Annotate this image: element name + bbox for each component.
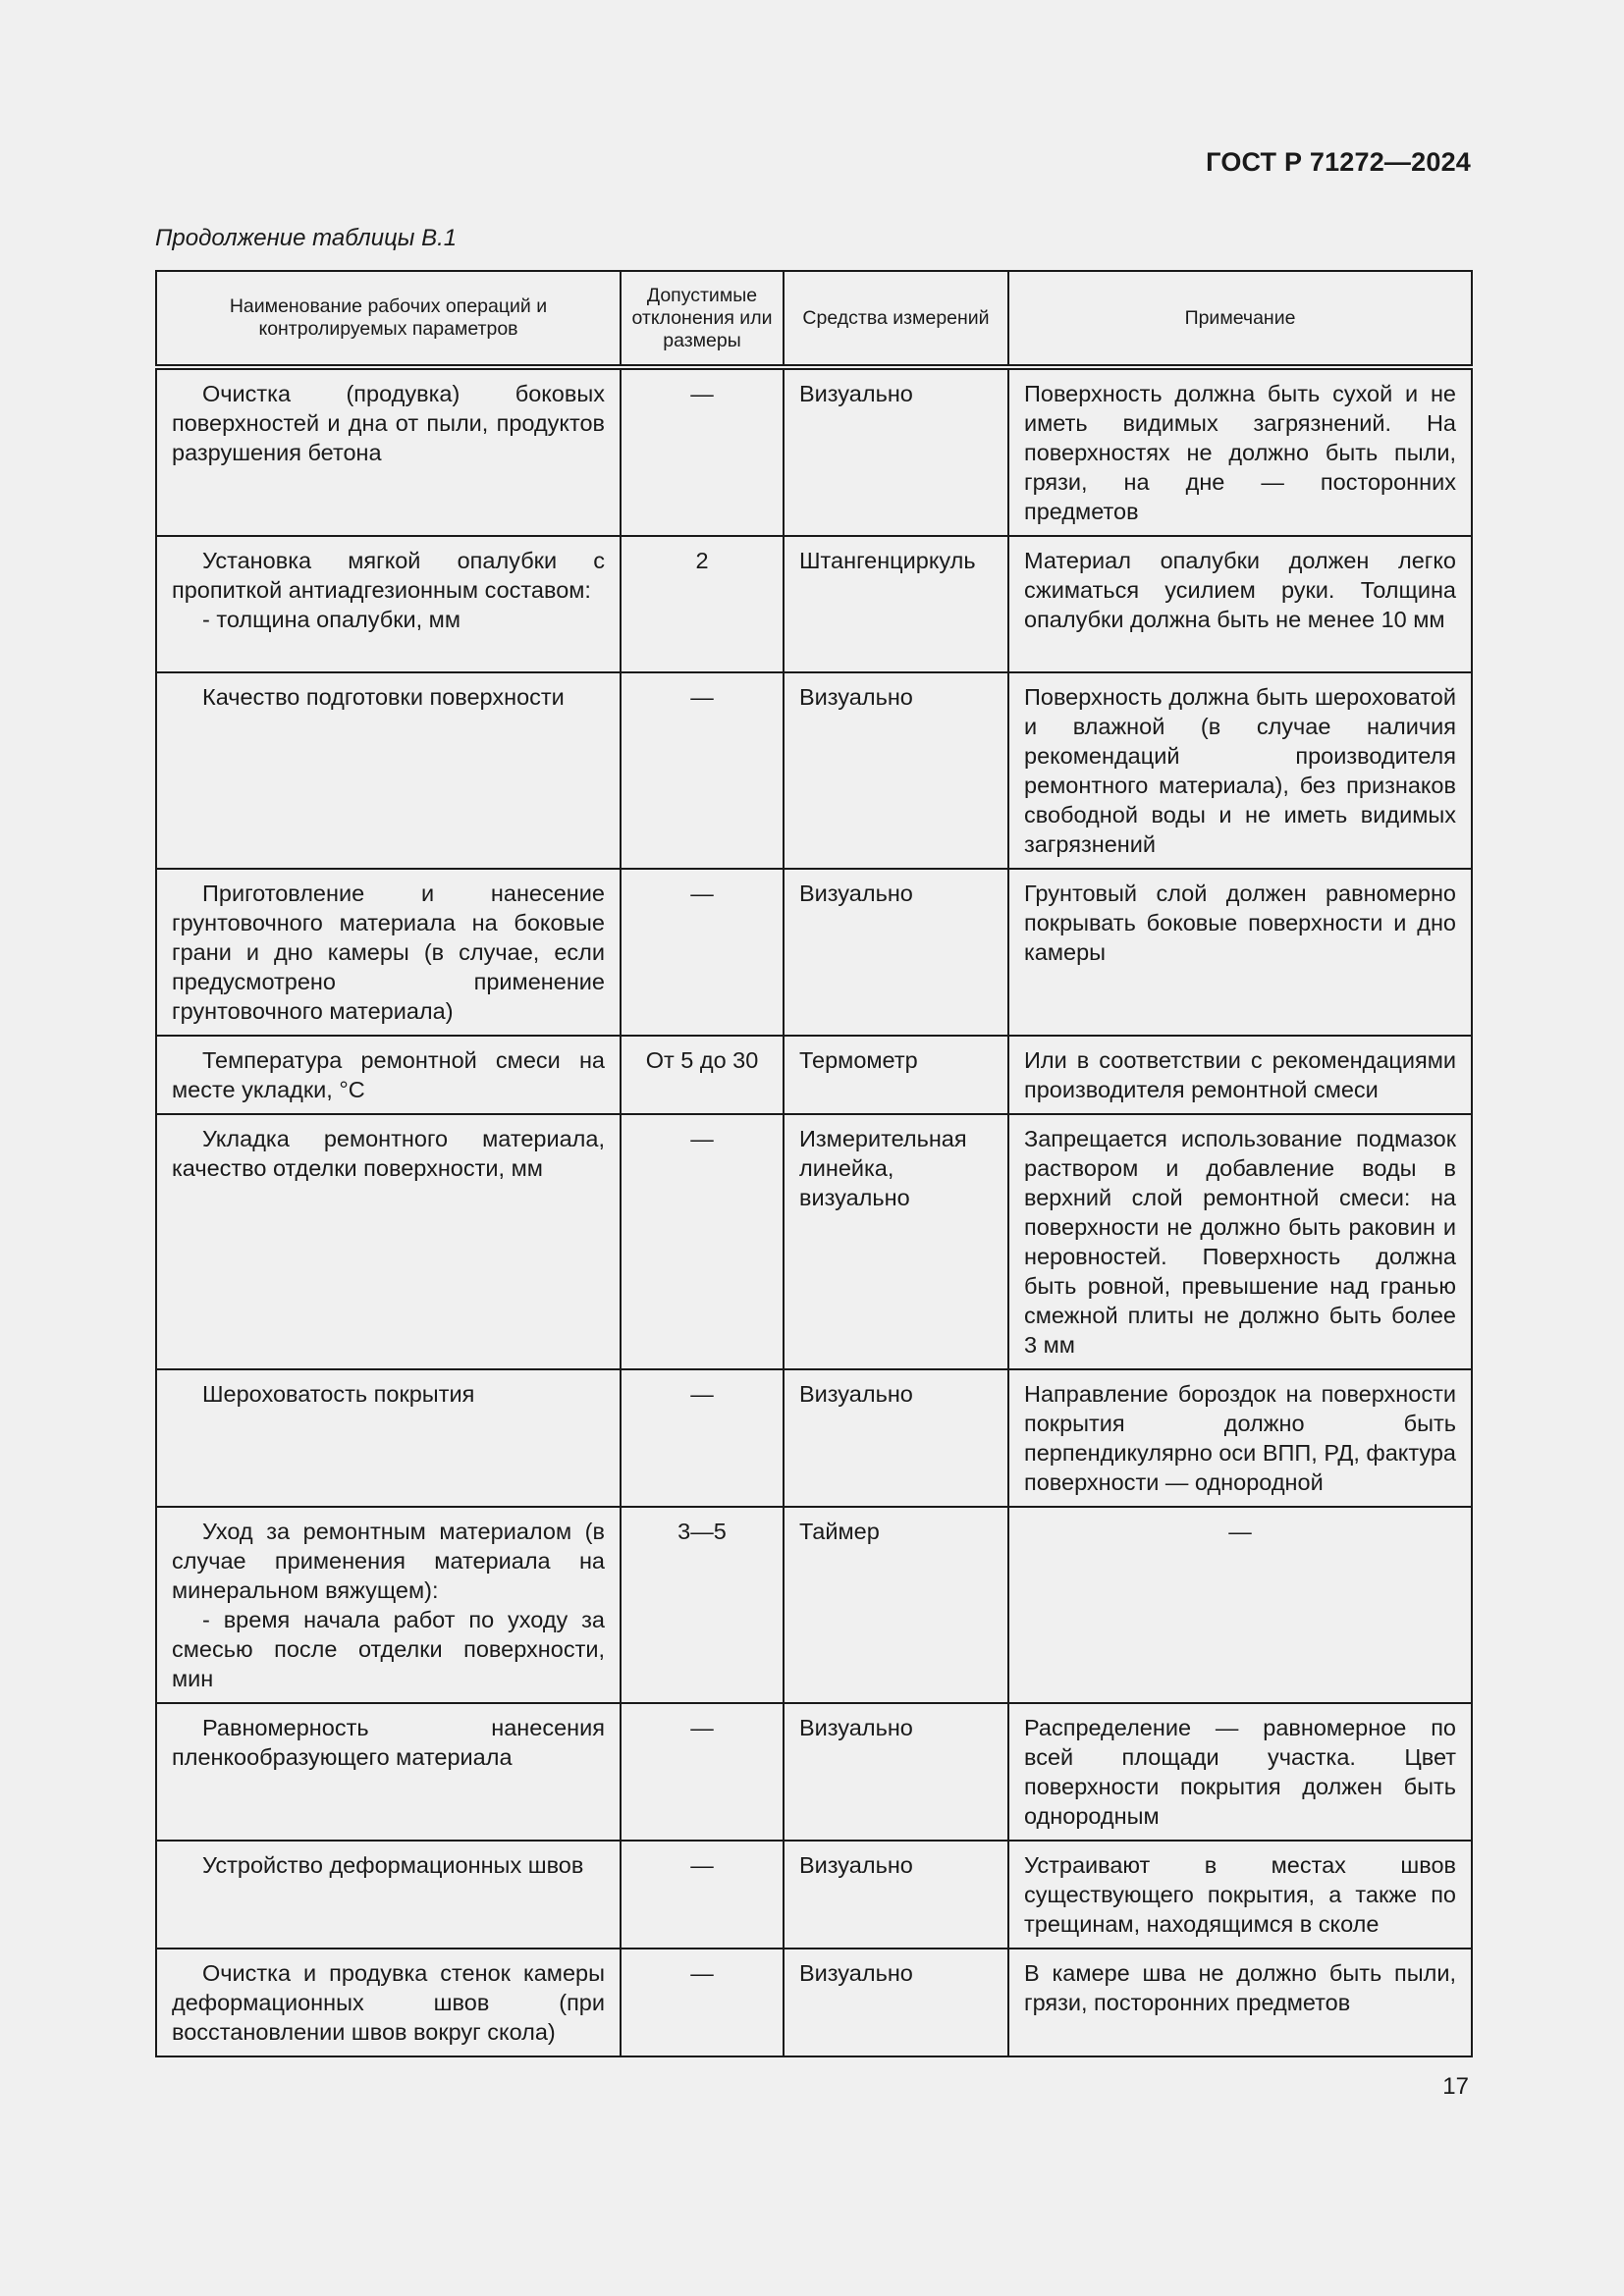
operation-text: Укладка ремонтного материала, качество отделки поверхности, мм (172, 1126, 605, 1181)
cell-operation (156, 536, 621, 672)
table-row (156, 1949, 1472, 2056)
operation-subitem: - время начала работ по уходу за смесью после отделки поверхности, мин (172, 1607, 605, 1691)
operation-text: Качество подготовки поверхности (202, 684, 565, 710)
cell-tolerance: 2 (621, 536, 784, 672)
cell-operation (156, 1369, 621, 1507)
table-row (156, 367, 1472, 536)
cell-operation (156, 1703, 621, 1841)
table-row (156, 536, 1472, 672)
cell-note: В камере шва не должно быть пыли, грязи, посторонних предметов (1008, 1949, 1472, 2056)
cell-means: Штангенциркуль (784, 536, 1008, 672)
cell-operation (156, 1114, 621, 1369)
column-header-means: Средства измерений (784, 271, 1008, 367)
column-header-operation: Наименование рабочих операций и контролируемых параметров (156, 271, 621, 367)
cell-tolerance: — (621, 672, 784, 869)
cell-means: Визуально (784, 1841, 1008, 1949)
table-row (156, 1114, 1472, 1369)
table-row (156, 1369, 1472, 1507)
operation-text: Очистка и продувка стенок камеры деформационных швов (при восстановлении швов вокруг скола) (172, 1960, 605, 2045)
cell-tolerance: — (621, 869, 784, 1036)
cell-tolerance: 3—5 (621, 1507, 784, 1703)
operation-text: Уход за ремонтным материалом (в случае применения материала на минеральном вяжущем): (172, 1519, 605, 1603)
cell-note: Материал опалубки должен легко сжиматься усилием руки. Толщина опалубки должна быть не менее 10 мм (1008, 536, 1472, 672)
inspection-table (155, 270, 1473, 2057)
cell-operation (156, 1841, 621, 1949)
column-header-note: Примечание (1008, 271, 1472, 367)
cell-means: Визуально (784, 1703, 1008, 1841)
table-row (156, 1703, 1472, 1841)
table-row (156, 869, 1472, 1036)
cell-operation (156, 672, 621, 869)
cell-tolerance: От 5 до 30 (621, 1036, 784, 1114)
cell-note: Распределение — равномерное по всей площади участка. Цвет поверхности покрытия должен быть однородным (1008, 1703, 1472, 1841)
cell-means: Визуально (784, 367, 1008, 536)
cell-note: — (1008, 1507, 1472, 1703)
cell-note: Направление бороздок на поверхности покрытия должно быть перпендикулярно оси ВПП, РД, фактура поверхности — однородной (1008, 1369, 1472, 1507)
cell-means: Таймер (784, 1507, 1008, 1703)
table-row (156, 1507, 1472, 1703)
cell-tolerance: — (621, 1703, 784, 1841)
cell-means: Термометр (784, 1036, 1008, 1114)
cell-tolerance: — (621, 1949, 784, 2056)
cell-operation (156, 367, 621, 536)
table-body (156, 367, 1472, 2056)
operation-subitem: - толщина опалубки, мм (202, 607, 460, 632)
table-row (156, 672, 1472, 869)
cell-means: Измерительная линейка, визуально (784, 1114, 1008, 1369)
table-header-row (156, 271, 1472, 367)
table-caption: Продолжение таблицы В.1 (155, 225, 458, 251)
cell-note: Поверхность должна быть сухой и не иметь видимых загрязнений. На поверхностях не должно быть пыли, грязи, на дне — посторонних предметов (1008, 367, 1472, 536)
cell-tolerance: — (621, 1841, 784, 1949)
cell-tolerance: — (621, 1114, 784, 1369)
cell-note: Устраивают в местах швов существующего покрытия, а также по трещинам, находящимся в сколе (1008, 1841, 1472, 1949)
cell-operation (156, 1949, 621, 2056)
cell-means: Визуально (784, 1369, 1008, 1507)
operation-text: Очистка (продувка) боковых поверхностей и дна от пыли, продуктов разрушения бетона (172, 381, 605, 465)
cell-note: Поверхность должна быть шероховатой и влажной (в случае наличия рекомендаций производителя ремонтного материала), без признаков свободной воды и не иметь видимых загрязнений (1008, 672, 1472, 869)
document-code: ГОСТ Р 71272—2024 (1206, 147, 1471, 177)
column-header-tolerance: Допустимые отклонения или размеры (621, 271, 784, 367)
operation-text: Равномерность нанесения пленкообразующего материала (172, 1715, 605, 1770)
cell-operation (156, 869, 621, 1036)
cell-means: Визуально (784, 869, 1008, 1036)
cell-note: Запрещается использование подмазок раствором и добавление воды в верхний слой ремонтной смеси: на поверхности не должно быть раковин и неровностей. Поверхность должна быть ровной, превышение над гранью смежной плиты не должно быть более 3 мм (1008, 1114, 1472, 1369)
cell-tolerance: — (621, 367, 784, 536)
operation-text: Шероховатость покрытия (202, 1381, 475, 1407)
cell-note: Или в соответствии с рекомендациями производителя ремонтной смеси (1008, 1036, 1472, 1114)
page-number: 17 (1442, 2073, 1469, 2100)
table-row (156, 1036, 1472, 1114)
cell-note: Грунтовый слой должен равномерно покрывать боковые поверхности и дно камеры (1008, 869, 1472, 1036)
operation-text: Температура ремонтной смеси на месте укладки, °С (172, 1047, 605, 1102)
table-row (156, 1841, 1472, 1949)
cell-means: Визуально (784, 1949, 1008, 2056)
operation-text: Устройство деформационных швов (202, 1852, 584, 1878)
cell-operation (156, 1036, 621, 1114)
cell-tolerance: — (621, 1369, 784, 1507)
cell-operation (156, 1507, 621, 1703)
cell-means: Визуально (784, 672, 1008, 869)
operation-text: Приготовление и нанесение грунтовочного материала на боковые грани и дно камеры (в случае, если предусмотрено применение грунтовочного материала) (172, 881, 605, 1024)
operation-text: Установка мягкой опалубки с пропиткой антиадгезионным составом: (172, 548, 605, 603)
